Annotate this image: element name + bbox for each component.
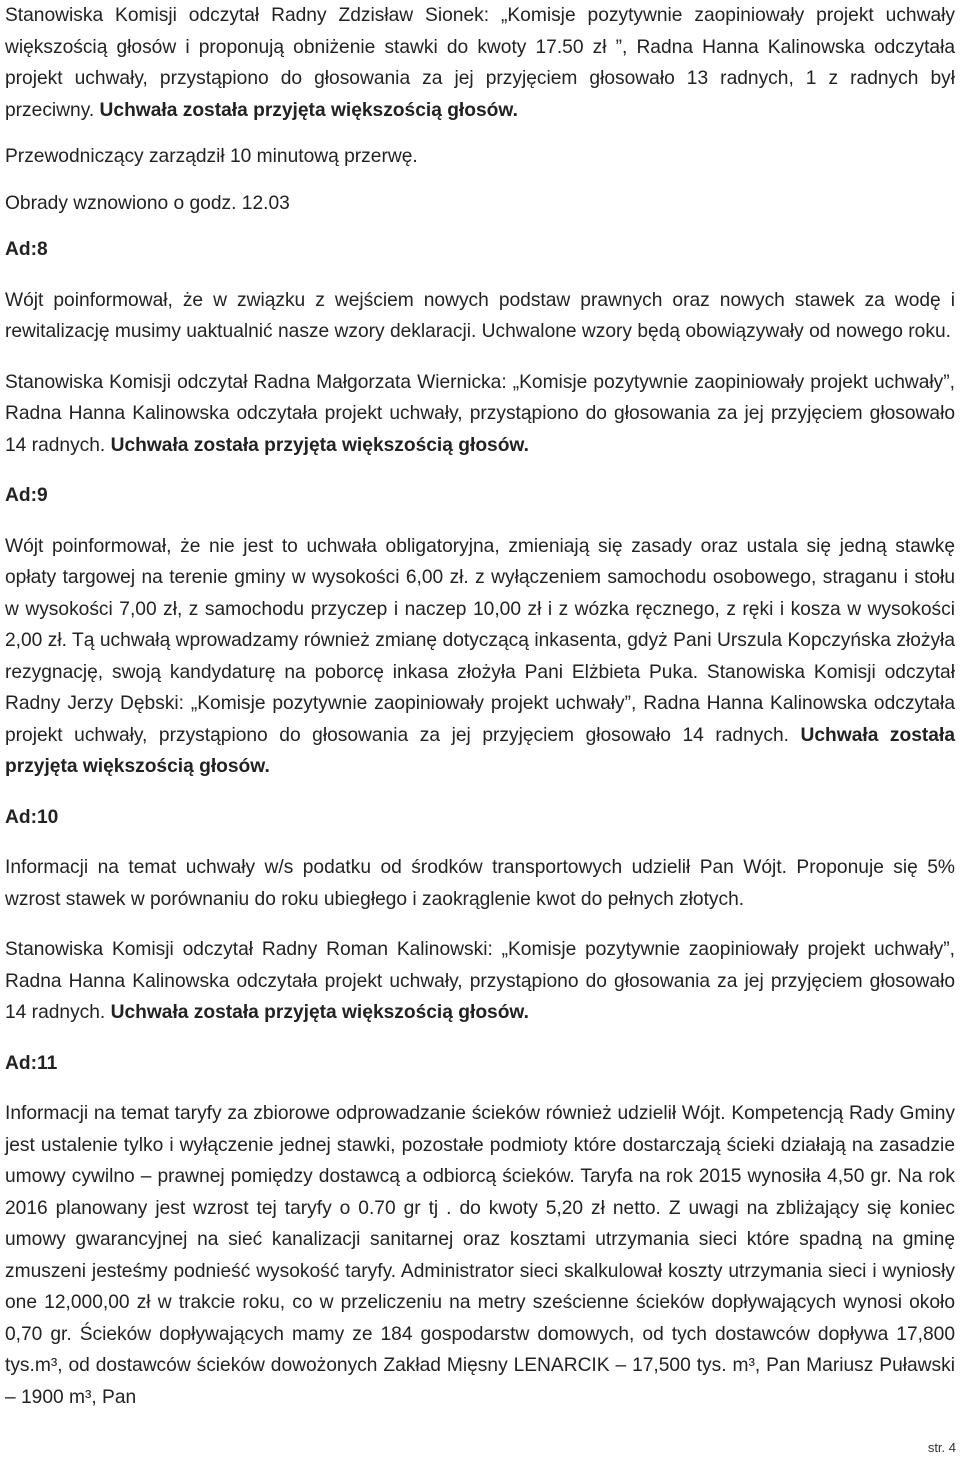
- paragraph-ad10-committee: [5, 934, 955, 1029]
- break-note: Przewodniczący zarządził 10 minutową przerwę.: [5, 146, 418, 167]
- paragraph-text: Stanowiska Komisji odczytał Radny Roman Kalinowski: „Komisje pozytywnie zaopiniowały projekt uchwały”, Radna Hanna Kalinowska odczytała projekt uchwały, przystąpiono do głosowania za jej przyjęciem głosowało 14 radnych.: [5, 939, 955, 1023]
- document-page: [5, 0, 955, 1413]
- resolution-passed-text: Uchwała została przyjęta większością głosów.: [99, 99, 518, 121]
- paragraph-ad9: [5, 531, 955, 783]
- page-number: str. 4: [927, 1440, 956, 1455]
- resolution-passed-text: Uchwała została przyjęta większością głosów.: [110, 1002, 529, 1023]
- section-heading-ad10: Ad:10: [5, 806, 59, 828]
- resolution-passed-text: Uchwała została przyjęta większością głosów.: [5, 724, 955, 777]
- paragraph-ad8-wojt: Wójt poinformował, że w związku z wejściem nowych podstaw prawnych oraz nowych stawek za wodę i rewitalizację musimy uaktualnić nasze wzory deklaracji. Uchwalone wzory będą obowiązywały od nowego roku.: [5, 289, 955, 342]
- paragraph-text: Stanowiska Komisji odczytał Radny Zdzisław Sionek: „Komisje pozytywnie zaopiniowały projekt uchwały większością głosów i proponują obniżenie stawki do kwoty 17.50 zł ”, Radna Hanna Kalinowska odczytała projekt uchwały, przystąpiono do głosowania za jej przyjęciem głosowało 13 radnych, 1 z radnych był przeciwny.: [5, 5, 955, 121]
- paragraph-text: Stanowiska Komisji odczytał Radna Małgorzata Wiernicka: „Komisje pozytywnie zaopiniowały projekt uchwały”, Radna Hanna Kalinowska odczytała projekt uchwały, przystąpiono do głosowania za jej przyjęciem głosowało 14 radnych.: [5, 371, 955, 456]
- paragraph-committee-sionek: [5, 0, 955, 126]
- paragraph-text: Wójt poinformował, że nie jest to uchwała obligatoryjna, zmieniają się zasady oraz ustala się jedną stawkę opłaty targowej na terenie gminy w wysokości 6,00 zł. z wyłączeniem samochodu osobowego, straganu i stołu w wysokości 7,00 zł, z samochodu przyczep i naczep 10,00 zł i z wózka ręcznego, z ręki i kosza w wysokości 2,00 zł. Tą uchwałą wprowadzamy również zmianę dotyczącą inkasenta, gdyż Pani Urszula Kopczyńska złożyła rezygnację, swoją kandydaturę na poborcę inkasa złożyła Pani Elżbieta Puka. Stanowiska Komisji odczytał Radny Jerzy Dębski: „Komisje pozytywnie zaopiniowały projekt uchwały”, Radna Hanna Kalinowska odczytała projekt uchwały, przystąpiono do głosowania za jej przyjęciem głosowało 14 radnych.: [5, 535, 955, 746]
- section-heading-ad9: Ad:9: [5, 485, 48, 506]
- paragraph-ad8-committee: [5, 367, 955, 462]
- section-heading-ad11: Ad:11: [5, 1052, 58, 1074]
- resume-note: Obrady wznowiono o godz. 12.03: [5, 192, 290, 214]
- section-heading-ad8: Ad:8: [5, 239, 48, 260]
- resolution-passed-text: Uchwała została przyjęta większością głosów.: [110, 434, 529, 456]
- paragraph-ad10-info: Informacji na temat uchwały w/s podatku od środków transportowych udzielił Pan Wójt. Proponuje się 5% wzrost stawek w porównaniu do roku ubiegłego i zaokrąglenie kwot do pełnych złotych.: [5, 857, 955, 910]
- paragraph-ad11-info: Informacji na temat taryfy za zbiorowe odprowadzanie ścieków również udzielił Wójt. Kompetencją Rady Gminy jest ustalenie tylko i wyłączenie jednej stawki, pozostałe podmioty które dostarczają ścieki działają na zasadzie umowy cywilno – prawnej pomiędzy dostawcą a odbiorcą ścieków. Taryfa na rok 2015 wynosiła 4,50 gr. Na rok 2016 planowany jest wzrost tej taryfy o 0.70 gr tj . do kwoty 5,20 zł netto. Z uwagi na zbliżający się koniec umowy gwarancyjnej na sieć kanalizacji sanitarnej oraz kosztami utrzymania sieci które spadną na gminę zmuszeni jesteśmy podnieść wysokość taryfy. Administrator sieci skalkulował koszty utrzymania sieci i wyniosły one 12,000,00 zł w trakcie roku, co w przeliczeniu na metry sześcienne ścieków dopływających wynosi około 0,70 gr. Ścieków dopływających mamy ze 184 gospodarstw domowych, od tych dostawców dopływa 17,800 tys.m³, od dostawców ścieków dowożonych Zakład Mięsny LENARCIK – 17,500 tys. m³, Pan Mariusz Puławski – 1900 m³, Pan: [5, 1103, 955, 1408]
